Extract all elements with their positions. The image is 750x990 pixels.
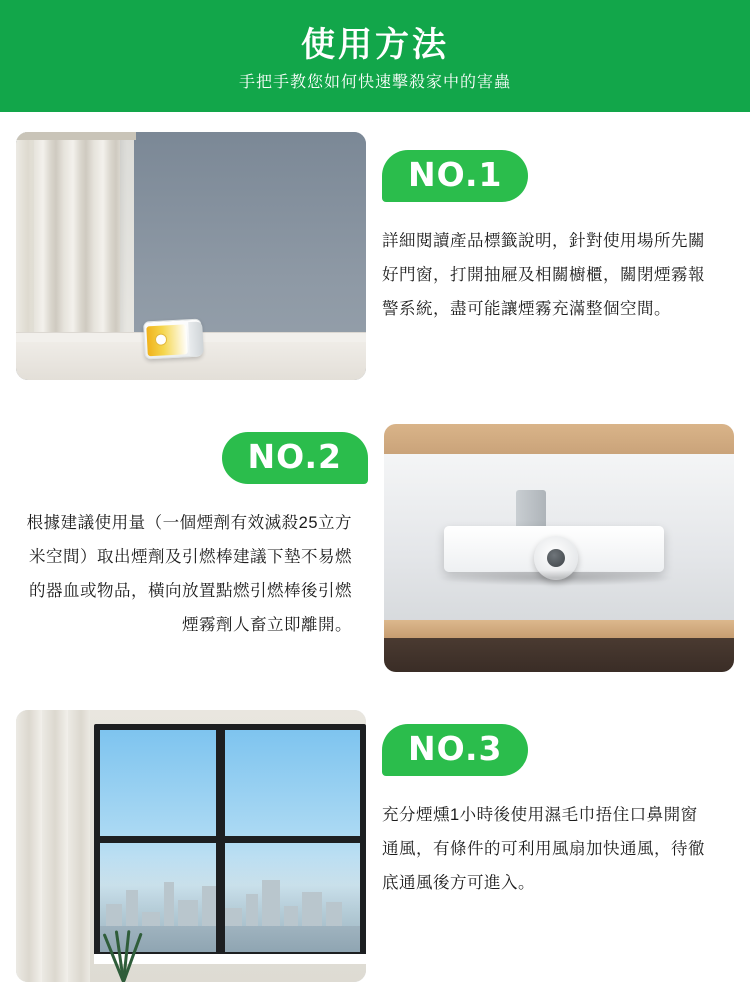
step-1 xyxy=(0,132,750,380)
step-3-text: 充分煙燻1小時後使用濕毛巾捂住口鼻開窗通風，有條件的可利用風扇加快通風，待徹底通風後方可進入。 xyxy=(382,806,705,892)
plant-icon xyxy=(94,918,154,982)
page-subtitle: 手把手教您如何快速擊殺家中的害蟲 xyxy=(238,74,511,91)
step-2 xyxy=(0,424,750,672)
step-1-text: 詳細閱讀產品標籤說明，針對使用場所先關好門窗，打開抽屜及相關櫥櫃，關閉煙霧報警系統，盡可能讓煙霧充滿整個空間。 xyxy=(382,232,705,318)
step-1-image xyxy=(16,132,366,380)
page-title: 使用方法 xyxy=(301,26,449,64)
product-can-icon xyxy=(143,319,203,360)
step-3-badge: NO.3 xyxy=(382,724,528,776)
page-header xyxy=(0,0,750,112)
step-2-text: 根據建議使用量（一個煙劑有效滅殺25立方米空間）取出煙劑及引燃棒建議下墊不易燃的器血或物品，橫向放置點燃引燃棒後引燃煙霧劑人畜立即離開。 xyxy=(26,514,352,634)
step-3 xyxy=(0,710,750,982)
step-2-image xyxy=(384,424,734,672)
step-2-badge: NO.2 xyxy=(222,432,368,484)
step-3-image xyxy=(16,710,366,982)
step-1-badge: NO.1 xyxy=(382,150,528,202)
